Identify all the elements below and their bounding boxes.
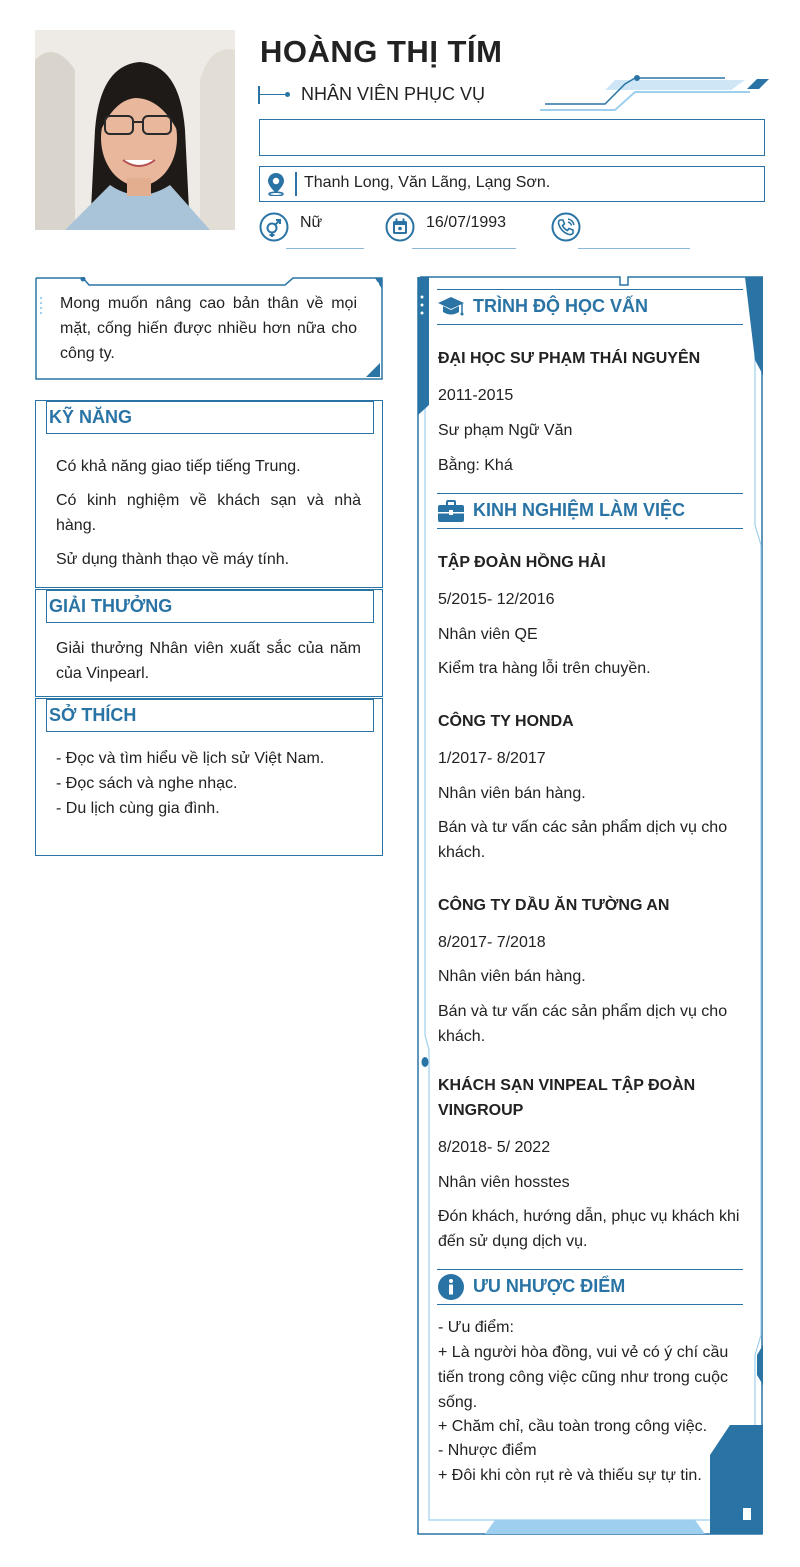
job-role: Nhân viên bán hàng. <box>438 785 586 802</box>
strengths-line: + Là người hòa đồng, vui vẻ có ý chí cầu tiến trong công việc cũng như trong cuộc sống. <box>438 1344 729 1411</box>
skills-title: KỸ NĂNG <box>46 401 374 434</box>
job-description: Đón khách, hướng dẫn, phục vụ khách khi đến sử dụng dịch vụ. <box>438 1208 740 1250</box>
education-period: 2011-2015 <box>438 387 514 404</box>
skills-item: Có khả năng giao tiếp tiếng Trung. <box>56 458 301 475</box>
awards-card <box>35 589 383 697</box>
hobby-item: - Đọc sách và nghe nhạc. <box>56 775 238 792</box>
job-role: Nhân viên bán hàng. <box>438 968 586 985</box>
job-description: Bán và tư vấn các sản phẩm dịch vụ cho khách. <box>438 819 728 861</box>
experience-header <box>437 493 743 529</box>
experience-title: KINH NGHIỆM LÀM VIỆC <box>473 500 686 520</box>
education-major: Sư phạm Ngữ Văn <box>438 422 573 439</box>
job-company: TẬP ĐOÀN HỒNG HẢI <box>438 554 606 571</box>
education-degree: Bằng: Khá <box>438 457 513 474</box>
job-role: Nhân viên hosstes <box>438 1174 570 1191</box>
education-title: TRÌNH ĐỘ HỌC VẤN <box>473 296 648 316</box>
strengths-line: - Ưu điểm: <box>438 1319 514 1336</box>
hobby-item: - Đọc và tìm hiểu về lịch sử Việt Nam. <box>56 750 325 767</box>
phone-icon <box>551 212 581 242</box>
header-decoration <box>535 70 775 115</box>
briefcase-icon <box>437 498 465 524</box>
phone-underline <box>578 248 690 249</box>
job-period: 1/2017- 8/2017 <box>438 750 546 767</box>
job-period: 8/2017- 7/2018 <box>438 934 546 951</box>
strengths-line: + Đôi khi còn rụt rè và thiếu sự tự tin. <box>438 1467 702 1484</box>
graduation-cap-icon <box>437 294 465 320</box>
education-header <box>437 289 743 325</box>
strengths-line: - Nhược điểm <box>438 1442 537 1459</box>
gender-value: Nữ <box>300 214 323 231</box>
birthdate-underline <box>412 248 516 249</box>
hobby-item: - Du lịch cùng gia đình. <box>56 800 220 817</box>
job-period: 8/2018- 5/ 2022 <box>438 1139 551 1156</box>
profile-photo <box>35 30 235 230</box>
hobbies-card <box>35 698 383 856</box>
info-icon <box>437 1273 465 1301</box>
gender-underline <box>286 248 364 249</box>
strengths-line: + Chăm chỉ, cầu toàn trong công việc. <box>438 1418 708 1435</box>
objective-text: Mong muốn nâng cao bản thân về mọi mặt, cống hiến được nhiều hơn nữa cho công ty. <box>60 295 357 362</box>
gender-icon <box>259 212 289 242</box>
objective-card <box>35 277 383 380</box>
awards-title: GIẢI THƯỞNG <box>46 590 374 623</box>
education-school: ĐẠI HỌC SƯ PHẠM THÁI NGUYÊN <box>438 350 701 367</box>
calendar-icon <box>385 212 415 242</box>
strengths-header <box>437 1269 743 1305</box>
full-name: HOÀNG THỊ TÍM <box>260 34 503 69</box>
job-description: Kiểm tra hàng lỗi trên chuyền. <box>438 660 651 677</box>
award-item: Giải thưởng Nhân viên xuất sắc của năm của Vinpearl. <box>56 640 361 682</box>
job-period: 5/2015- 12/2016 <box>438 591 555 608</box>
job-company: KHÁCH SẠN VINPEAL TẬP ĐOÀN VINGROUP <box>438 1077 696 1119</box>
address-text: Thanh Long, Văn Lãng, Lạng Sơn. <box>304 174 551 191</box>
job-company: CÔNG TY HONDA <box>438 713 574 730</box>
birthdate-value: 16/07/1993 <box>426 214 507 231</box>
job-position: NHÂN VIÊN PHỤC VỤ <box>301 84 486 104</box>
skills-item: Sử dụng thành thạo về máy tính. <box>56 551 290 568</box>
address-box <box>259 166 765 202</box>
location-pin-icon <box>265 172 287 196</box>
job-company: CÔNG TY DẦU ĂN TƯỜNG AN <box>438 897 670 914</box>
phone-email-box <box>259 119 765 156</box>
hobbies-title: SỞ THÍCH <box>46 699 374 732</box>
job-description: Bán và tư vấn các sản phẩm dịch vụ cho khách. <box>438 1003 728 1045</box>
skills-card <box>35 400 383 588</box>
job-role: Nhân viên QE <box>438 626 538 643</box>
skills-item: Có kinh nghiệm về khách sạn và nhà hàng. <box>56 492 361 534</box>
strengths-title: ƯU NHƯỢC ĐIỂM <box>473 1276 626 1296</box>
